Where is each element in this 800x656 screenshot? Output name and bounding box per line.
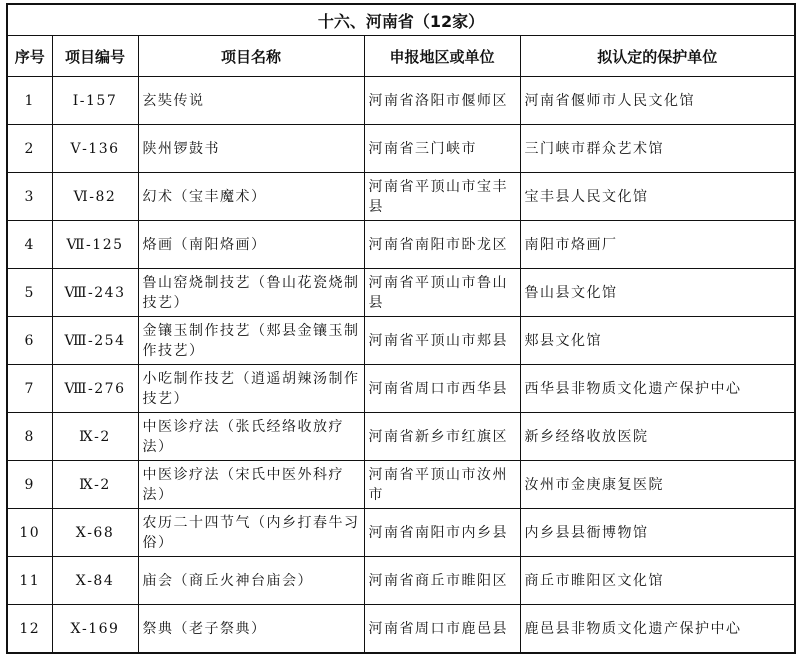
cell-unit: 汝州市金庚康复医院 <box>520 461 795 509</box>
cell-name: 烙画（南阳烙画） <box>138 221 364 269</box>
table-row <box>7 269 795 317</box>
cell-index: 7 <box>7 365 52 413</box>
cell-code: Ⅴ-136 <box>52 125 138 173</box>
cell-region: 河南省南阳市内乡县 <box>364 509 520 557</box>
table-row <box>7 221 795 269</box>
header-code: 项目编号 <box>52 36 138 77</box>
cell-name: 玄奘传说 <box>138 77 364 125</box>
table-row <box>7 317 795 365</box>
cell-code: Ⅷ-276 <box>52 365 138 413</box>
cell-region: 河南省南阳市卧龙区 <box>364 221 520 269</box>
table-row <box>7 77 795 125</box>
cell-code: Ⅶ-125 <box>52 221 138 269</box>
cell-region: 河南省周口市西华县 <box>364 365 520 413</box>
cell-region: 河南省周口市鹿邑县 <box>364 605 520 654</box>
cell-name: 中医诊疗法（宋氏中医外科疗法） <box>138 461 364 509</box>
cell-region: 河南省洛阳市偃师区 <box>364 77 520 125</box>
header-region: 申报地区或单位 <box>364 36 520 77</box>
cell-code: Ⅹ-84 <box>52 557 138 605</box>
table-row <box>7 125 795 173</box>
cell-unit: 鹿邑县非物质文化遗产保护中心 <box>520 605 795 654</box>
cell-index: 11 <box>7 557 52 605</box>
cell-name: 农历二十四节气（内乡打春牛习俗） <box>138 509 364 557</box>
cell-code: Ⅰ-157 <box>52 77 138 125</box>
table-row <box>7 461 795 509</box>
cell-unit: 商丘市睢阳区文化馆 <box>520 557 795 605</box>
cell-index: 9 <box>7 461 52 509</box>
cell-code: Ⅹ-169 <box>52 605 138 654</box>
cell-name: 庙会（商丘火神台庙会） <box>138 557 364 605</box>
cell-name: 中医诊疗法（张氏经络收放疗法） <box>138 413 364 461</box>
cell-unit: 鲁山县文化馆 <box>520 269 795 317</box>
cell-unit: 内乡县县衙博物馆 <box>520 509 795 557</box>
cell-name: 陕州锣鼓书 <box>138 125 364 173</box>
table-row <box>7 365 795 413</box>
cell-code: Ⅸ-2 <box>52 461 138 509</box>
cell-unit: 西华县非物质文化遗产保护中心 <box>520 365 795 413</box>
cell-region: 河南省商丘市睢阳区 <box>364 557 520 605</box>
header-name: 项目名称 <box>138 36 364 77</box>
cell-region: 河南省新乡市红旗区 <box>364 413 520 461</box>
cell-unit: 南阳市烙画厂 <box>520 221 795 269</box>
cell-region: 河南省平顶山市宝丰县 <box>364 173 520 221</box>
cell-index: 1 <box>7 77 52 125</box>
cell-index: 10 <box>7 509 52 557</box>
cell-name: 祭典（老子祭典） <box>138 605 364 654</box>
heritage-table <box>6 3 796 654</box>
table-body <box>7 77 795 654</box>
cell-region: 河南省平顶山市鲁山县 <box>364 269 520 317</box>
cell-region: 河南省平顶山市汝州市 <box>364 461 520 509</box>
cell-unit: 三门峡市群众艺术馆 <box>520 125 795 173</box>
table-title: 十六、河南省（12家） <box>7 4 795 36</box>
cell-name: 鲁山窑烧制技艺（鲁山花瓷烧制技艺） <box>138 269 364 317</box>
cell-index: 5 <box>7 269 52 317</box>
cell-name: 金镶玉制作技艺（郏县金镶玉制作技艺） <box>138 317 364 365</box>
table-header-row <box>7 36 795 77</box>
table-row <box>7 509 795 557</box>
table-row <box>7 413 795 461</box>
cell-index: 6 <box>7 317 52 365</box>
cell-code: Ⅸ-2 <box>52 413 138 461</box>
cell-unit: 宝丰县人民文化馆 <box>520 173 795 221</box>
cell-name: 小吃制作技艺（逍遥胡辣汤制作技艺） <box>138 365 364 413</box>
cell-region: 河南省平顶山市郏县 <box>364 317 520 365</box>
cell-index: 3 <box>7 173 52 221</box>
header-unit: 拟认定的保护单位 <box>520 36 795 77</box>
cell-index: 8 <box>7 413 52 461</box>
cell-code: Ⅷ-243 <box>52 269 138 317</box>
cell-region: 河南省三门峡市 <box>364 125 520 173</box>
cell-name: 幻术（宝丰魔术） <box>138 173 364 221</box>
cell-code: Ⅵ-82 <box>52 173 138 221</box>
cell-unit: 郏县文化馆 <box>520 317 795 365</box>
cell-unit: 河南省偃师市人民文化馆 <box>520 77 795 125</box>
cell-code: Ⅷ-254 <box>52 317 138 365</box>
cell-code: Ⅹ-68 <box>52 509 138 557</box>
table-row <box>7 557 795 605</box>
cell-index: 2 <box>7 125 52 173</box>
cell-index: 4 <box>7 221 52 269</box>
header-index: 序号 <box>7 36 52 77</box>
table-row <box>7 605 795 654</box>
table-title-row <box>7 4 795 36</box>
cell-unit: 新乡经络收放医院 <box>520 413 795 461</box>
cell-index: 12 <box>7 605 52 654</box>
table-row <box>7 173 795 221</box>
